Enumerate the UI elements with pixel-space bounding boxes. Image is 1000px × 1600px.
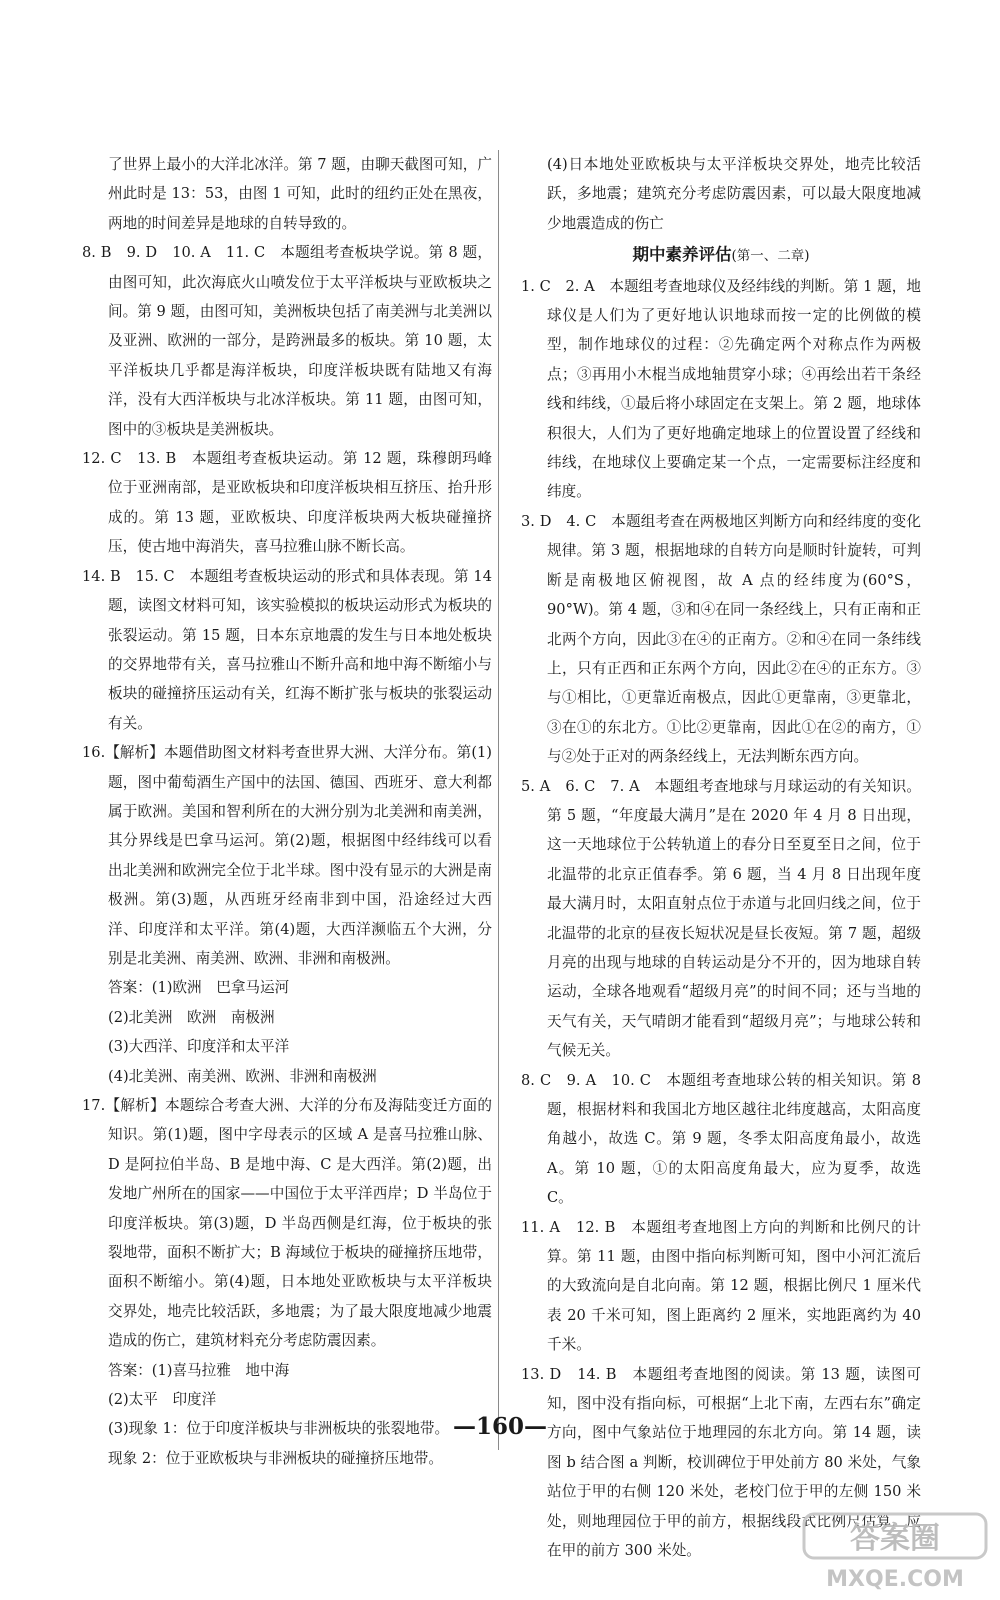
section-subtitle: (第一、二章) bbox=[731, 248, 810, 265]
answer-line: 了世界上最小的大洋北冰洋。第 7 题，由聊天截图可知，广州此时是 13：53，由图 1 可知，此时的纽约正处在黑夜，两地的时间差异是地球的自转导致的。 bbox=[108, 156, 492, 232]
answer-line: (2)太平 印度洋 bbox=[108, 1391, 217, 1409]
answer-line: (3)大西洋、印度洋和太平洋 bbox=[108, 1038, 290, 1056]
question-answer-item: 16.【解析】本题借助图文材料考查世界大洲、大洋分布。第(1)题，图中葡萄酒生产国中的法国、德国、西班牙、意大利都属于欧洲。美国和智利所在的大洲分别为北美洲和南美洲，其分界线是巴拿马运河。第(2)题，根据图中经纬线可以看出北美洲和欧洲完全位于北半球。图中没有显示的大洲是南极洲。第(3)题，从西班牙经南非到中国，沿途经过大西洋、印度洋和太平洋。第(4)题，大西洋濒临五个大洲，分别是北美洲、南美洲、欧洲、非洲和南极洲。 bbox=[82, 744, 492, 967]
question-answer-item: 14. B 15. C 本题组考查板块运动的形式和具体表现。第 14 题，读图文材料可知，该实验模拟的板块运动形式为板块的张裂运动。第 15 题，日本东京地震的发生与日本地处板块的交界地带有关，喜马拉雅山不断升高和地中海不断缩小与板块的碰撞挤压运动有关，红海不断扩张与板块的张裂运动有关。 bbox=[82, 567, 492, 732]
question-answer-item: 8. B 9. D 10. A 11. C 本题组考查板块学说。第 8 题，由图可知，此次海底火山喷发位于太平洋板块与亚欧板块之间。第 9 题，由图可知，美洲板块包括了南美洲与北美洲以及亚洲、欧洲的一部分，是跨洲最多的板块。第 10 题，太平洋板块几乎都是海洋板块，印度洋板块既有陆地又有海洋，没有大西洋板块与北冰洋板块。第 11 题，由图可知，图中的③板块是美洲板块。 bbox=[82, 244, 492, 438]
answer-line: (4)日本地处亚欧板块与太平洋板块交界处，地壳比较活跃，多地震；建筑充分考虑防震因素，可以最大限度地减少地震造成的伤亡 bbox=[547, 156, 921, 232]
answer-line: 现象 2：位于亚欧板块与非洲板块的碰撞挤压地带。 bbox=[108, 1449, 443, 1467]
question-answer-item: 17.【解析】本题综合考查大洲、大洋的分布及海陆变迁方面的知识。第(1)题，图中字母表示的区域 A 是喜马拉雅山脉、D 是阿拉伯半岛、B 是地中海、C 是大西洋。第(2)题，出发地广州所在的国家——中国位于太平洋西岸；D 半岛位于印度洋板块。第(3)题，D 半岛西侧是红海，位于板块的张裂地带，面积不断扩大；B 海域位于板块的碰撞挤压地带，面积不断缩小。第(4)题，日本地处亚欧板块与太平洋板块交界处，地壳比较活跃，多地震；为了最大限度地减少地震造成的伤亡，建筑材料充分考虑防震因素。 bbox=[82, 1097, 492, 1350]
question-answer-item: 3. D 4. C 本题组考查在两极地区判断方向和经纬度的变化规律。第 3 题，根据地球的自转方向是顺时针旋转，可判断是南极地区俯视图，故 A 点的经纬度为(60°S，90°W)。第 4 题，③和④在同一条经线上，只有正南和正北两个方向，因此③在④的正南方。②和④在同一条纬线上，只有正西和正东两个方向，因此②在④的正东方。③与①相比，①更靠近南极点，因此①更靠南，③更靠北，③在①的东北方。①比②更靠南，因此①在②的南方，①与②处于正对的两条经线上，无法判断东西方向。 bbox=[521, 512, 921, 766]
question-answer-item: 11. A 12. B 本题组考查地图上方向的判断和比例尺的计算。第 11 题，由图中指向标判断可知，图中小河汇流后的大致流向是自北向南。第 12 题，根据比例尺 1 厘米代表 20 千米可知，图上距离约 2 厘米，实地距离约为 40 千米。 bbox=[521, 1218, 921, 1354]
right-column bbox=[521, 150, 921, 1566]
question-answer-item: 5. A 6. C 7. A 本题组考查地球与月球运动的有关知识。第 5 题，“年度最大满月”是在 2020 年 4 月 8 日出现，这一天地球位于公转轨道上的春分日至夏至日之间，位于北温带的北京正值春季。第 6 题，当 4 月 8 日出现年度最大满月时，太阳直射点位于赤道与北回归线之间，位于北温带的北京的昼夜长短状况是昼长夜短。第 7 题，超级月亮的出现与地球的自转运动是分不开的，因为地球自转运动，全球各地观看“超级月亮”的时间不同；还与当地的天气有关，天气晴朗才能看到“超级月亮”；与地球公转和气候无关。 bbox=[521, 777, 921, 1060]
answer-line: (2)北美洲 欧洲 南极洲 bbox=[108, 1008, 275, 1026]
section-title bbox=[521, 240, 921, 271]
watermark-text: 答案圈 bbox=[850, 1521, 940, 1556]
section-title-text: 期中素养评估 bbox=[632, 245, 732, 265]
question-answer-item: 8. C 9. A 10. C 本题组考查地球公转的相关知识。第 8 题，根据材料和我国北方地区越往北纬度越高，太阳高度角越小，故选 C。第 9 题，冬季太阳高度角最小，故选 A。第 10 题，①的太阳高度角最大，应为夏季，故选 C。 bbox=[521, 1071, 921, 1207]
left-column bbox=[82, 150, 492, 1473]
watermark-logo bbox=[800, 1508, 990, 1594]
answer-line: (4)北美洲、南美洲、欧洲、非洲和南极洲 bbox=[108, 1067, 377, 1085]
answer-line: 答案：(1)欧洲 巴拿马运河 bbox=[108, 979, 290, 997]
answer-line: (3)现象 1：位于印度洋板块与非洲板块的张裂地带。 bbox=[108, 1420, 450, 1438]
question-answer-item: 12. C 13. B 本题组考查板块运动。第 12 题，珠穆朗玛峰位于亚洲南部，是亚欧板块和印度洋板块相互挤压、抬升形成的。第 13 题，亚欧板块、印度洋板块两大板块碰撞挤压，使古地中海消失，喜马拉雅山脉不断长高。 bbox=[82, 450, 492, 556]
question-answer-item: 13. D 14. B 本题组考查地图的阅读。第 13 题，读图可知，图中没有指向标，可根据“上北下南，左西右东”确定方向，图中气象站位于地理园的东北方向。第 14 题，读图 b 结合图 a 判断，校训碑位于甲处前方 80 米处，气象站位于甲的右侧 120 米处，老校门位于甲的左侧 150 米处，则地理园位于甲的前方，根据线段式比例尺估算，应在甲的前方 300 米处。 bbox=[521, 1365, 921, 1560]
answer-line: 答案：(1)喜马拉雅 地中海 bbox=[108, 1361, 290, 1379]
column-divider bbox=[498, 150, 499, 1450]
page-number: —160— bbox=[452, 1413, 547, 1440]
watermark-url: MXQE.COM bbox=[826, 1567, 964, 1592]
question-answer-item: 1. C 2. A 本题组考查地球仪及经纬线的判断。第 1 题，地球仪是人们为了更好地认识地球而按一定的比例做的模型，制作地球仪的过程：②先确定两个对称点作为两极点；③再用小木棍当成地轴贯穿小球；④再绘出若干条经线和纬线，①最后将小球固定在支架上。第 2 题，地球体积很大，人们为了更好地确定地球上的位置设置了经线和纬线，在地球仪上要确定某一个点，一定需要标注经度和纬度。 bbox=[521, 277, 921, 501]
